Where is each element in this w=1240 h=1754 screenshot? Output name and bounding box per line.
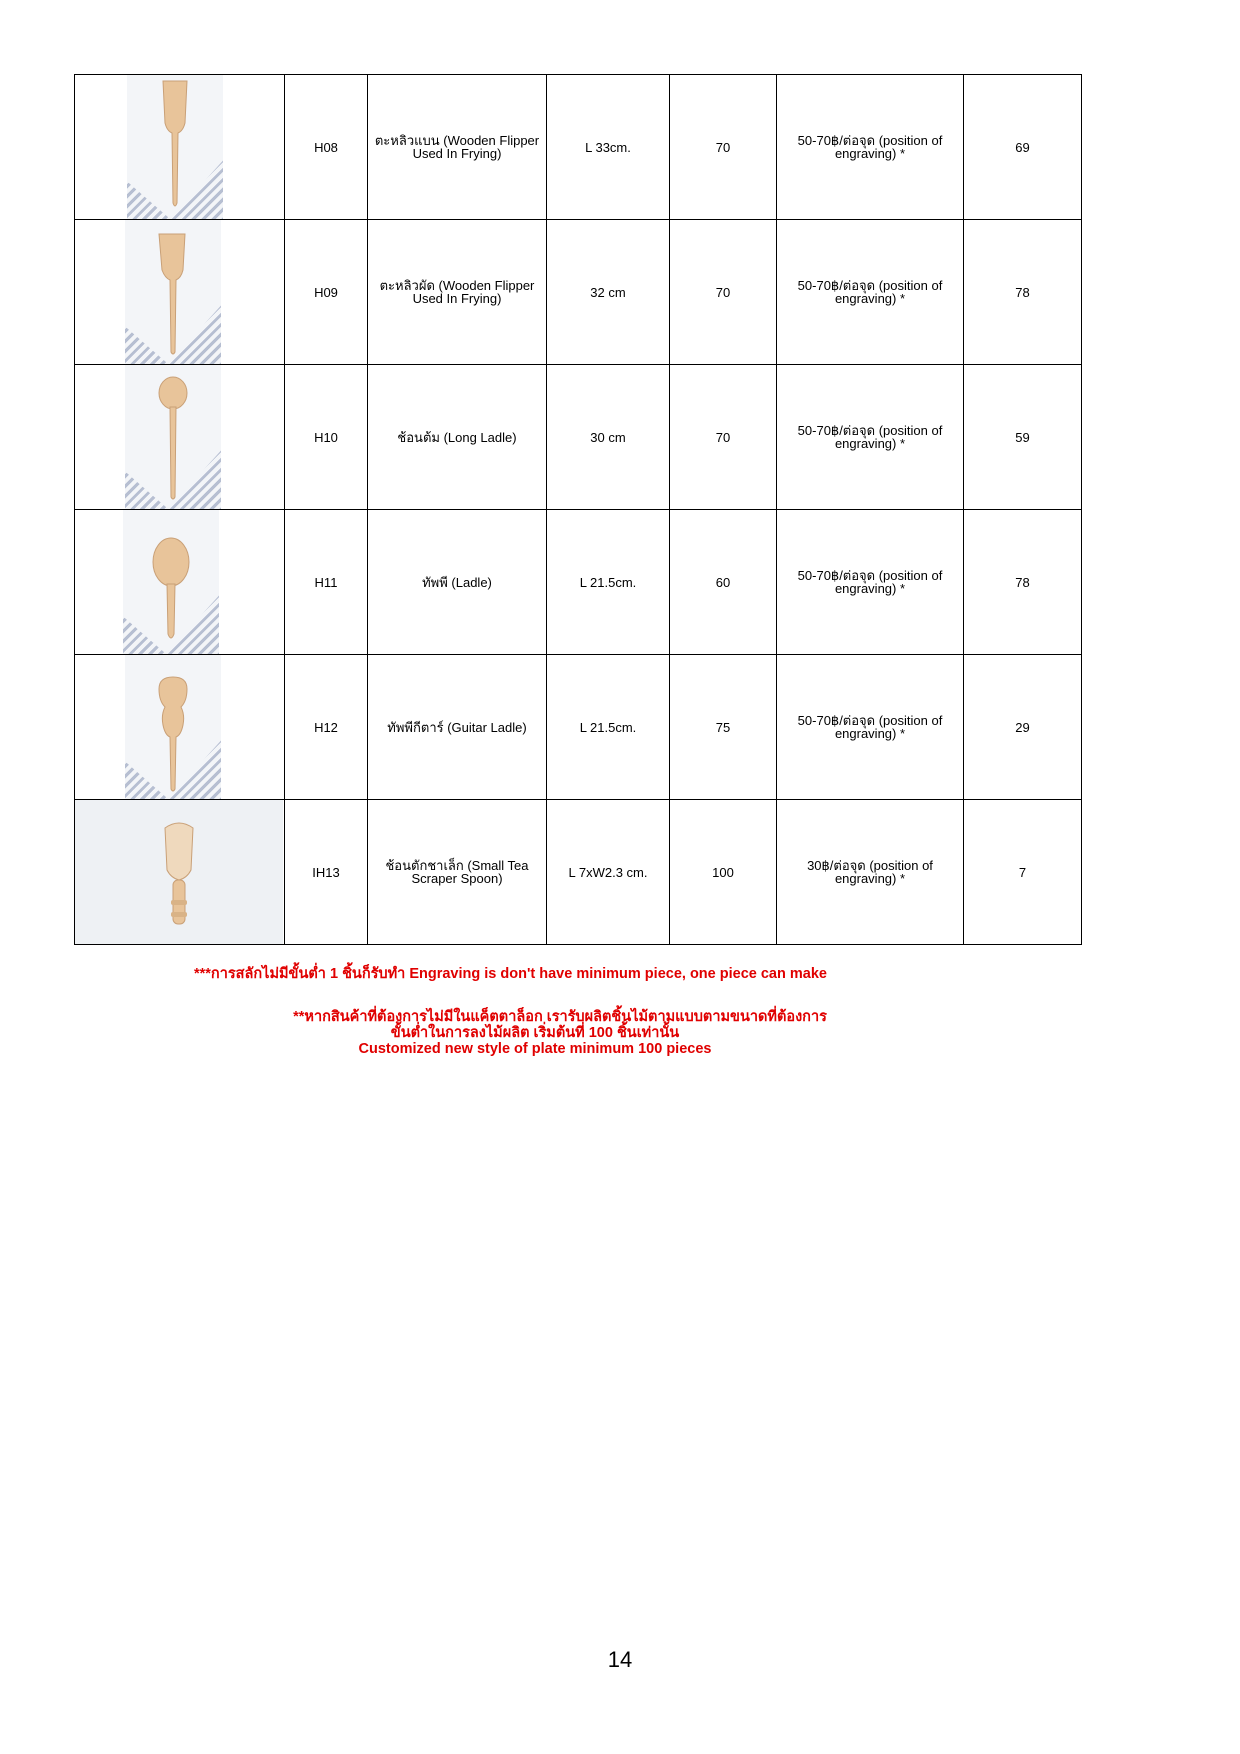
product-name: ตะหลิวผัด (Wooden Flipper Used In Frying) <box>368 220 547 365</box>
product-name: ทัพพีกีตาร์ (Guitar Ladle) <box>368 655 547 800</box>
product-price: 75 <box>670 655 777 800</box>
product-photo <box>75 75 285 220</box>
product-code: H12 <box>285 655 368 800</box>
product-quantity: 69 <box>964 75 1082 220</box>
page-number: 14 <box>607 1647 633 1672</box>
engraving-note: ***การสลักไม่มีขั้นต่ำ 1 ชิ้นก็รับทำ Engraving is don't have minimum piece, one piece can make <box>194 966 827 982</box>
engraving-price: 50-70฿/ต่อจุด (position of engraving) * <box>777 655 964 800</box>
wooden-flipper-icon <box>127 75 223 219</box>
product-size: L 21.5cm. <box>547 510 670 655</box>
product-size: 30 cm <box>547 365 670 510</box>
product-name: ตะหลิวแบน (Wooden Flipper Used In Frying) <box>368 75 547 220</box>
product-code: H09 <box>285 220 368 365</box>
engraving-price: 30฿/ต่อจุด (position of engraving) * <box>777 800 964 945</box>
tea-scoop-icon <box>75 800 283 944</box>
product-photo <box>75 655 285 800</box>
product-quantity: 78 <box>964 510 1082 655</box>
product-size: 32 cm <box>547 220 670 365</box>
product-quantity: 29 <box>964 655 1082 800</box>
custom-note-line: **หากสินค้าที่ต้องการไม่มีในแค็ตตาล็อก เรารับผลิตชิ้นไม้ตามแบบตามขนาดที่ต้องการ <box>293 1009 827 1025</box>
product-code: H10 <box>285 365 368 510</box>
engraving-price: 50-70฿/ต่อจุด (position of engraving) * <box>777 220 964 365</box>
custom-note-line: Customized new style of plate minimum 100 pieces <box>358 1041 712 1057</box>
product-photo <box>75 510 285 655</box>
table-row <box>75 220 1082 365</box>
product-price: 70 <box>670 220 777 365</box>
long-ladle-icon <box>125 365 221 509</box>
product-price: 60 <box>670 510 777 655</box>
product-quantity: 78 <box>964 220 1082 365</box>
table-row <box>75 655 1082 800</box>
table-row <box>75 510 1082 655</box>
product-name: ช้อนตักชาเล็ก (Small Tea Scraper Spoon) <box>368 800 547 945</box>
product-code: H08 <box>285 75 368 220</box>
custom-note-line: ขั้นต่ำในการลงไม้ผลิต เริ่มต้นที่ 100 ชิ้นเท่านั้น <box>390 1025 680 1041</box>
product-photo <box>75 365 285 510</box>
custom-order-note <box>0 1009 1040 1057</box>
product-name: ทัพพี (Ladle) <box>368 510 547 655</box>
table-row <box>75 75 1082 220</box>
engraving-price: 50-70฿/ต่อจุด (position of engraving) * <box>777 75 964 220</box>
table-row <box>75 800 1082 945</box>
product-photo <box>75 220 285 365</box>
product-photo <box>75 800 285 945</box>
ladle-icon <box>123 510 219 654</box>
engraving-price: 50-70฿/ต่อจุด (position of engraving) * <box>777 365 964 510</box>
product-size: L 21.5cm. <box>547 655 670 800</box>
product-quantity: 59 <box>964 365 1082 510</box>
engraving-price: 50-70฿/ต่อจุด (position of engraving) * <box>777 510 964 655</box>
table-row <box>75 365 1082 510</box>
product-price: 70 <box>670 75 777 220</box>
product-price: 100 <box>670 800 777 945</box>
product-price: 70 <box>670 365 777 510</box>
product-table <box>74 74 1082 945</box>
product-size: L 33cm. <box>547 75 670 220</box>
product-name: ช้อนต้ม (Long Ladle) <box>368 365 547 510</box>
wooden-flipper-icon <box>125 220 221 364</box>
product-code: H11 <box>285 510 368 655</box>
product-size: L 7xW2.3 cm. <box>547 800 670 945</box>
product-quantity: 7 <box>964 800 1082 945</box>
product-code: IH13 <box>285 800 368 945</box>
guitar-ladle-icon <box>125 655 221 799</box>
